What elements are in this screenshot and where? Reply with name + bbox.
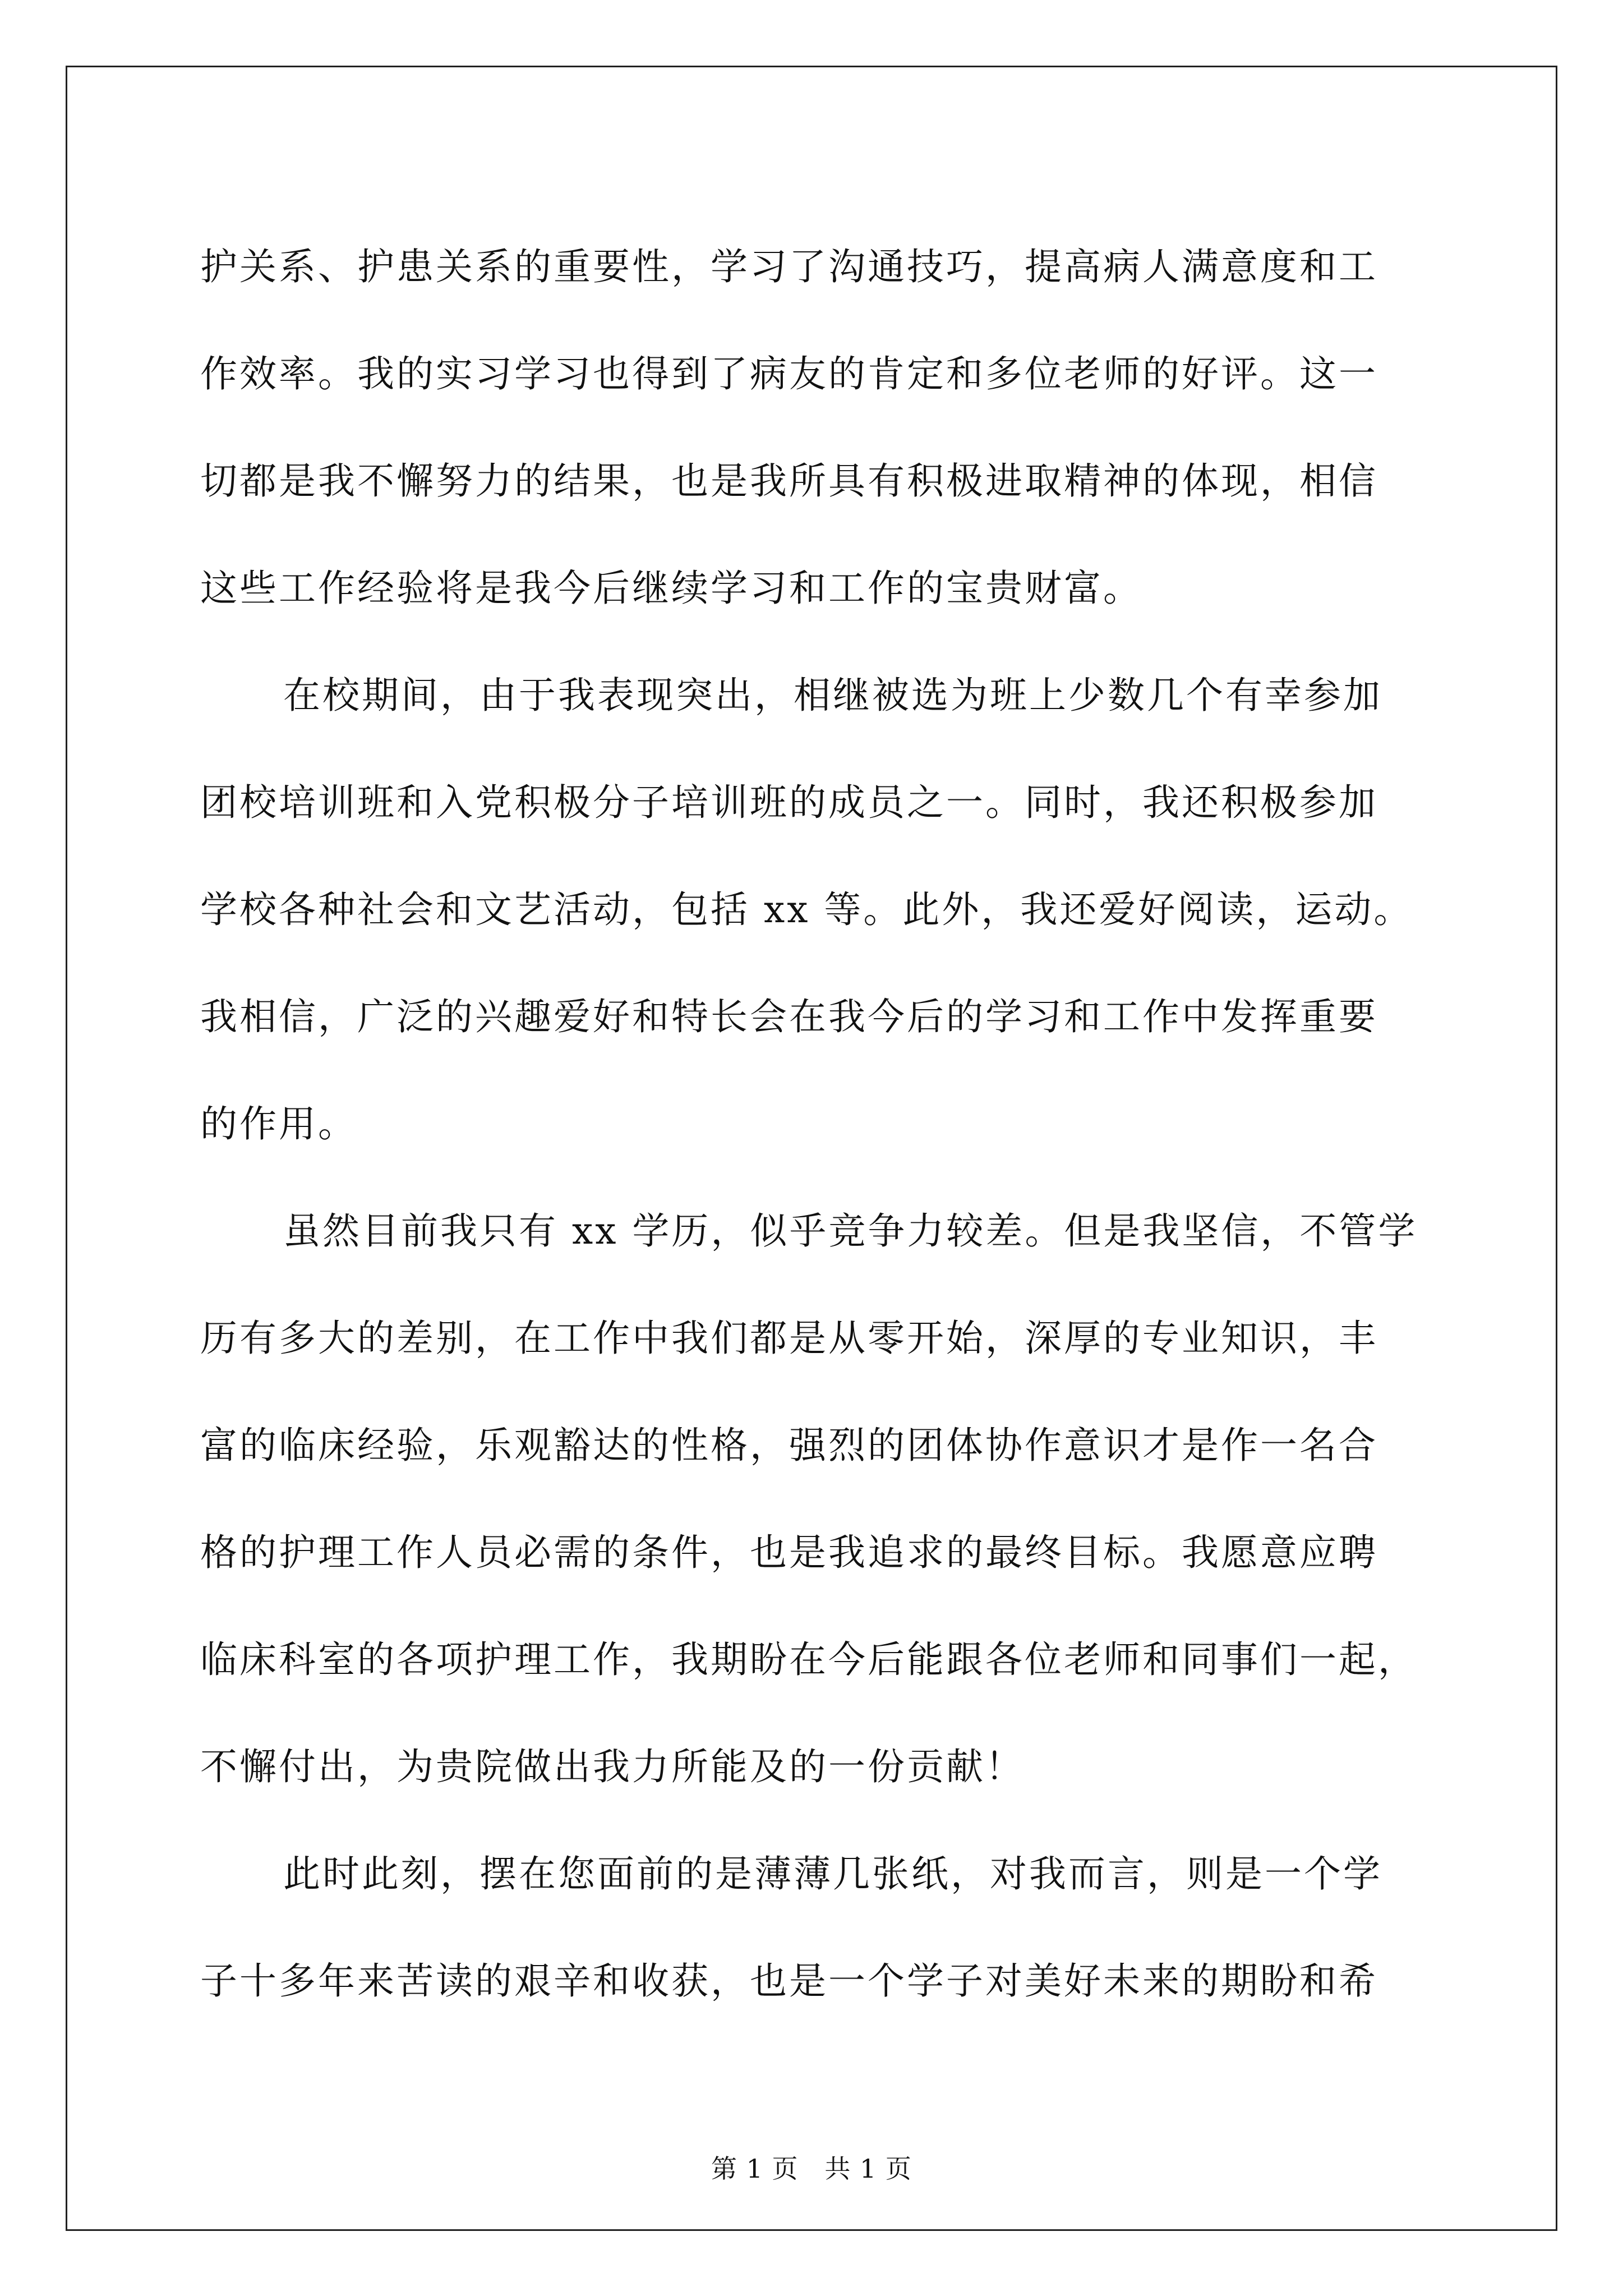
text-line: 在校期间，由于我表现突出，相继被选为班上少数几个有幸参加 [283,674,1382,717]
paragraph-1 [200,213,1428,642]
text-line: 学校各种社会和文艺活动，包括 xx 等。此外，我还爱好阅读，运动。 [200,888,1413,931]
text-line: 格的护理工作人员必需的条件，也是我追求的最终目标。我愿意应聘 [200,1531,1378,1574]
text-line: 富的临床经验，乐观豁达的性格，强烈的团体协作意识才是作一名合 [200,1424,1378,1467]
page-footer: 第 1 页 共 1 页 [711,2154,912,2184]
text-line: 虽然目前我只有 xx 学历，似乎竞争力较差。但是我坚信，不管学 [283,1209,1418,1253]
text-line: 这些工作经验将是我今后继续学习和工作的宝贵财富。 [200,567,1142,610]
text-line: 作效率。我的实习学习也得到了病友的肯定和多位老师的好评。这一 [200,352,1378,395]
text-line: 历有多大的差别，在工作中我们都是从零开始，深厚的专业知识，丰 [200,1317,1378,1360]
text-line: 此时此刻，摆在您面前的是薄薄几张纸，对我而言，则是一个学 [283,1852,1382,1895]
document-body [200,213,1428,2035]
paragraph-2 [200,642,1428,1177]
text-line: 团校培训班和入党积极分子培训班的成员之一。同时，我还积极参加 [200,781,1378,824]
paragraph-3 [200,1177,1428,1820]
text-line: 切都是我不懈努力的结果，也是我所具有积极进取精神的体现，相信 [200,459,1378,503]
text-line: 临床科室的各项护理工作，我期盼在今后能跟各位老师和同事们一起， [200,1638,1417,1681]
text-line: 不懈付出，为贵院做出我力所能及的一份贡献！ [200,1745,1025,1788]
text-line: 的作用。 [200,1102,357,1145]
text-line: 护关系、护患关系的重要性，学习了沟通技巧，提高病人满意度和工 [200,245,1378,288]
text-line: 子十多年来苦读的艰辛和收获，也是一个学子对美好未来的期盼和希 [200,1959,1378,2003]
text-line: 我相信，广泛的兴趣爱好和特长会在我今后的学习和工作中发挥重要 [200,995,1378,1038]
paragraph-4 [200,1820,1428,2035]
